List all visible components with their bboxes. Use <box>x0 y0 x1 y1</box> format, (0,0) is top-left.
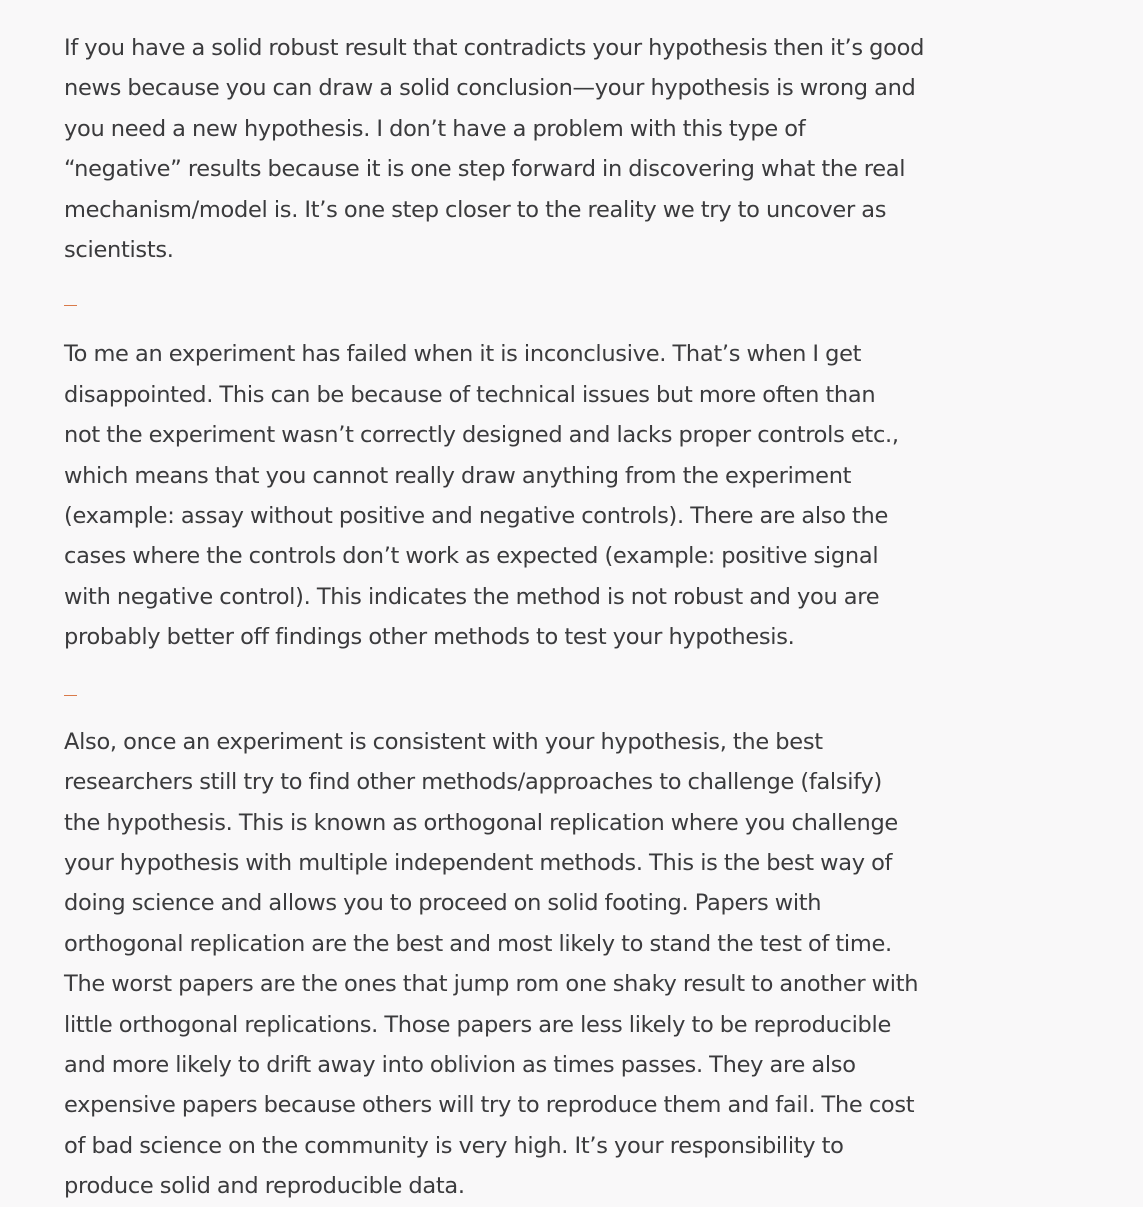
paragraph-failed-experiments: To me an experiment has failed when it is inconclusive. That’s when I get disappointed. This can be because of technical issues but more often than not the experiment wasn’t correctly designed and lacks proper controls etc., which means that you cannot really draw anything from the experiment (example: assay without positive and negative controls). There are also the cases where the controls don’t work as expected (example: positive signal with negative control). This indicates the method is not robust and you are probably better off findings other methods to test your hypothesis. <box>64 341 899 651</box>
section-divider <box>64 695 77 696</box>
paragraph-orthogonal-replication: Also, once an experiment is consistent with your hypothesis, the best researchers still try to find other methods/approaches to challenge (falsify) the hypothesis. This is known as orthogonal replication where you challenge your hypothesis with multiple independent methods. This is the best way of doing science and allows you to proceed on solid footing. Papers with orthogonal replication are the best and most likely to stand the test of time. The worst papers are the ones that jump rom one shaky result to another with little orthogonal replications. Those papers are less likely to be reproducible and more likely to drift away into oblivion as times passes. They are also expensive papers because others will try to reproduce them and fail. The cost of bad science on the community is very high. It’s your responsibility to produce solid and reproducible data. <box>64 728 919 1200</box>
paragraph-negative-results: If you have a solid robust result that contradicts your hypothesis then it’s good news because you can draw a solid conclusion—your hypothesis is wrong and you need a new hypothesis. I don’t have a problem with this type of “negative” results because it is one step forward in discovering what the real mechanism/model is. It’s one step closer to the reality we try to uncover as scientists. <box>64 35 925 264</box>
article-body <box>64 28 984 1207</box>
section-divider <box>64 305 77 306</box>
